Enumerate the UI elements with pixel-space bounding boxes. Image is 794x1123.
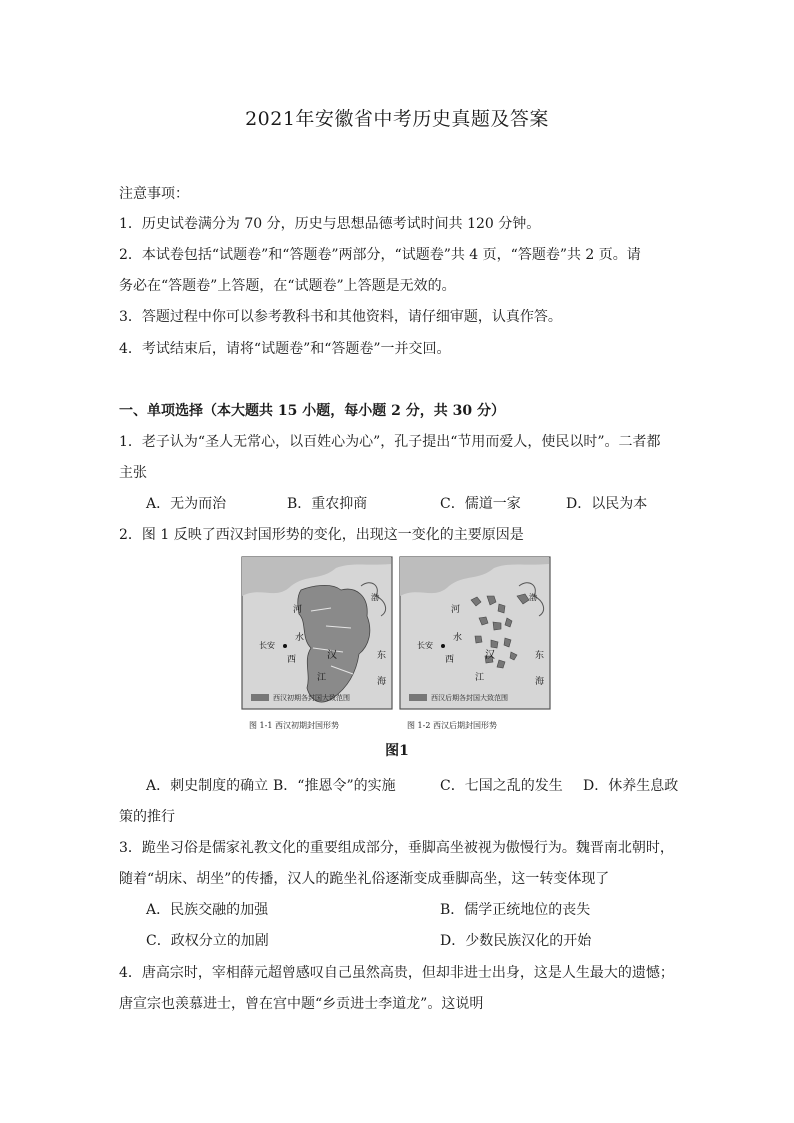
map-2-label-changan: 长安 (417, 641, 433, 650)
notice-heading: 注意事项： (119, 186, 189, 202)
question-2-line-1: 2．图 1 反映了西汉封国形势的变化，出现这一变化的主要原因是 (119, 527, 524, 543)
notice-item-3: 3．答题过程中你可以参考教科书和其他资料，请仔细审题，认真作答。 (119, 309, 562, 325)
section-heading: 一、单项选择（本大题共 15 小题，每小题 2 分，共 30 分） (119, 403, 505, 419)
map-1-label-hai: 海 (377, 677, 387, 687)
map-2-label-han: 汉 (485, 650, 495, 661)
question-3-option-a: A．民族交融的加强 (146, 902, 269, 918)
notice-item-1: 1．历史试卷满分为 70 分，历史与思想品德考试时间共 120 分钟。 (119, 216, 541, 232)
map-2 (400, 557, 550, 709)
map-1-label-dong: 东 (377, 651, 387, 661)
map-2-label-jiang: 江 (475, 673, 485, 683)
question-1-option-d: D．以民为本 (566, 496, 648, 512)
map-2-caption: 图 1-2 西汉后期封国形势 (407, 721, 497, 730)
map-2-label-he: 河 (451, 605, 461, 615)
figure-1-caption: 图1 (385, 743, 409, 759)
map-2-label-bo: 渤 (529, 593, 537, 602)
map-2-label-xi: 西 (445, 655, 455, 665)
question-2-option-d: D．休养生息政 (583, 778, 679, 794)
question-3-option-c: C．政权分立的加剧 (146, 933, 269, 949)
map-1 (242, 557, 392, 709)
map-2-label-dong: 东 (535, 651, 545, 661)
question-2-option-c: C．七国之乱的发生 (440, 778, 563, 794)
question-1-line-1: 1．老子认为“圣人无常心，以百姓心为心”，孔子提出“节用而爱人，使民以时”。二者都 (119, 434, 661, 450)
question-1-line-2: 主张 (119, 465, 147, 481)
question-2-option-b: B．“推恩令”的实施 (273, 778, 396, 794)
map-1-label-jiang: 江 (317, 673, 327, 683)
question-3-line-1: 3．跪坐习俗是儒家礼教文化的重要组成部分，垂脚高坐被视为傲慢行为。魏晋南北朝时， (119, 840, 674, 856)
map-2-label-shui: 水 (453, 633, 463, 643)
map-1-label-xi: 西 (287, 655, 297, 665)
map-1-caption: 图 1-1 西汉初期封国形势 (249, 721, 339, 730)
question-3-option-d: D．少数民族汉化的开始 (440, 933, 592, 949)
question-1-option-c: C．儒道一家 (440, 496, 521, 512)
notice-item-2: 2．本试卷包括“试题卷”和“答题卷”两部分，“试题卷”共 4 页，“答题卷”共 2 页。请 (119, 247, 641, 263)
western-han-maps-image (241, 556, 551, 734)
map-2-label-hai: 海 (535, 677, 545, 687)
map-1-label-changan: 长安 (259, 641, 275, 650)
page-title: 2021年安徽省中考历史真题及答案 (245, 108, 549, 130)
question-1-option-a: A．无为而治 (146, 496, 227, 512)
question-4-line-1: 4．唐高宗时，宰相薛元超曾感叹自己虽然高贵，但却非进士出身，这是人生最大的遗憾； (119, 965, 674, 981)
figure-1-maps (241, 556, 551, 734)
map-1-label-he: 河 (293, 605, 303, 615)
notice-item-4: 4．考试结束后，请将“试题卷”和“答题卷”一并交回。 (119, 341, 451, 357)
map-1-label-bo: 渤 (371, 593, 379, 602)
question-3-option-b: B．儒学正统地位的丧失 (440, 902, 591, 918)
question-4-line-2: 唐宣宗也羡慕进士，曾在宫中题“乡贡进士李道龙”。这说明 (119, 996, 484, 1012)
map-1-legend: 西汉初期各封国大致范围 (273, 694, 350, 702)
map-2-legend: 西汉后期各封国大致范围 (431, 694, 508, 702)
question-2-option-a: A．刺史制度的确立 (146, 778, 269, 794)
notice-item-2-cont: 务必在“答题卷”上答题，在“试题卷”上答题是无效的。 (119, 278, 456, 294)
question-3-line-2: 随着“胡床、胡坐”的传播，汉人的跪坐礼俗逐渐变成垂脚高坐，这一转变体现了 (119, 871, 610, 887)
map-1-label-han: 汉 (327, 650, 337, 661)
question-1-option-b: B．重农抑商 (287, 496, 368, 512)
map-1-label-shui: 水 (295, 633, 305, 643)
question-2-option-d-cont: 策的推行 (119, 809, 175, 825)
